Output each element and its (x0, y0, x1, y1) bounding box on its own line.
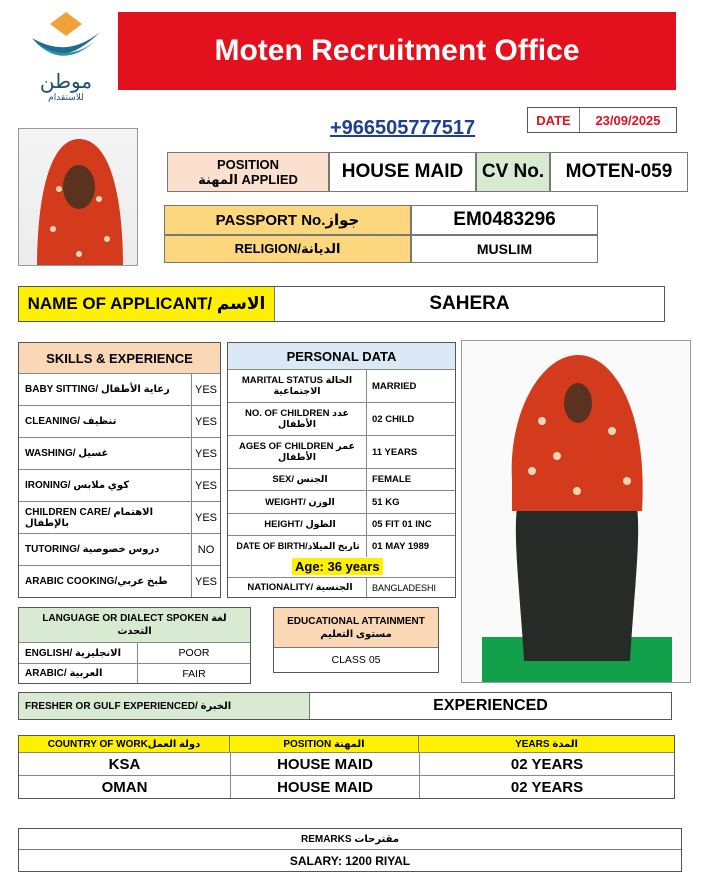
work-header-position: POSITION المهنة (230, 736, 419, 752)
applicant-photo-full (461, 340, 691, 683)
remarks-value: SALARY: 1200 RIYAL (289, 853, 411, 868)
skill-label: TUTORING/ دروس خصوصية (19, 533, 191, 565)
skill-value: NO (191, 533, 220, 565)
passport-value: EM0483296 (411, 205, 598, 235)
experience-row (18, 692, 672, 720)
experience-label: FRESHER OR GULF EXPERIENCED/ الخبرة (19, 693, 310, 719)
phone-number[interactable]: +966505777517 (330, 117, 476, 139)
language-value: POOR (137, 642, 250, 663)
personal-value: 11 YEARS (366, 435, 455, 468)
education-box (273, 607, 439, 673)
logo (28, 10, 104, 103)
skill-label: ARABIC COOKING/طبخ عربي (19, 565, 191, 597)
personal-value: 51 KG (366, 490, 455, 513)
work-years: 02 YEARS (419, 775, 674, 798)
personal-label: NO. OF CHILDREN عدد الأطفال (228, 402, 366, 435)
date-label: DATE (528, 108, 580, 132)
skill-value: YES (191, 405, 220, 437)
language-value: FAIR (137, 663, 250, 683)
date-value: 23/09/2025 (595, 112, 661, 128)
remarks-title: REMARKS مقترحات (19, 829, 681, 850)
logo-mark-icon (28, 10, 104, 68)
personal-label: HEIGHT/ الطول (228, 513, 366, 535)
nationality-label: NATIONALITY/ الجنسية (228, 577, 366, 597)
header-title: Moten Recruitment Office (214, 34, 580, 67)
age-badge: Age: 36 years (292, 558, 383, 575)
religion-label: RELIGION/الديانة (164, 235, 411, 263)
skill-value: YES (191, 501, 220, 533)
work-country: OMAN (19, 775, 230, 798)
language-title: LANGUAGE OR DIALECT SPOKEN لغة التحدث (19, 608, 250, 642)
language-label: ARABIC/ العربية (19, 663, 137, 683)
position-value: HOUSE MAID (329, 152, 476, 192)
personal-value: 01 MAY 1989 (366, 535, 455, 557)
personal-value: 02 CHILD (366, 402, 455, 435)
applicant-name-row (18, 286, 665, 322)
personal-value: MARRIED (366, 369, 455, 402)
cv-label: CV No. (476, 152, 550, 192)
work-header-years: YEARS المدة (419, 736, 674, 752)
work-history-table (18, 735, 675, 799)
personal-label: DATE OF BIRTH/تاريخ الميلاد (228, 535, 366, 557)
date-box (527, 107, 677, 133)
education-value: CLASS 05 (331, 654, 381, 666)
work-header-country: COUNTRY OF WORKدولة العمل (19, 736, 230, 752)
work-country: KSA (19, 752, 230, 775)
skill-value: YES (191, 565, 220, 597)
applicant-name-value: SAHERA (429, 293, 510, 314)
passport-label: PASSPORT No.جواز (164, 205, 411, 235)
applicant-photo-small (18, 128, 138, 266)
language-table (18, 607, 251, 684)
personal-title: PERSONAL DATA (228, 343, 455, 369)
personal-data-table (227, 342, 456, 598)
personal-label: WEIGHT/ الوزن (228, 490, 366, 513)
skills-table (18, 342, 221, 598)
work-years: 02 YEARS (419, 752, 674, 775)
logo-arabic-sub: للاستقدام (48, 93, 84, 103)
skill-label: CHILDREN CARE/ الاهتمام بالإطفال (19, 501, 191, 533)
skill-value: YES (191, 373, 220, 405)
nationality-value: BANGLADESHI (366, 577, 455, 597)
language-label: ENGLISH/ الانجليزية (19, 642, 137, 663)
logo-arabic: موطن (39, 69, 93, 93)
skill-value: YES (191, 469, 220, 501)
personal-label: SEX/ الجنس (228, 468, 366, 490)
position-label: POSITION المهنة APPLIED (167, 152, 329, 192)
skill-value: YES (191, 437, 220, 469)
work-position: HOUSE MAID (230, 752, 419, 775)
skill-label: IRONING/ كوي ملابس (19, 469, 191, 501)
remarks-box (18, 828, 682, 872)
applicant-name-label: NAME OF APPLICANT/ الاسم (19, 287, 275, 321)
cv-value: MOTEN-059 (550, 152, 688, 192)
work-position: HOUSE MAID (230, 775, 419, 798)
skill-label: WASHING/ غسيل (19, 437, 191, 469)
header-banner (118, 12, 676, 90)
personal-label: AGES OF CHILDREN عمر الأطفال (228, 435, 366, 468)
skill-label: BABY SITTING/ رعاية الأطفال (19, 373, 191, 405)
education-title: EDUCATIONAL ATTAINMENT مستوى التعليم (274, 608, 438, 648)
personal-label: MARITAL STATUS الحالة الاجتماعية (228, 369, 366, 402)
skills-title: SKILLS & EXPERIENCE (19, 343, 220, 373)
skill-label: CLEANING/ تنظيف (19, 405, 191, 437)
personal-value: 05 FIT 01 INC (366, 513, 455, 535)
experience-value: EXPERIENCED (433, 697, 548, 714)
personal-value: FEMALE (366, 468, 455, 490)
religion-value: MUSLIM (411, 235, 598, 263)
